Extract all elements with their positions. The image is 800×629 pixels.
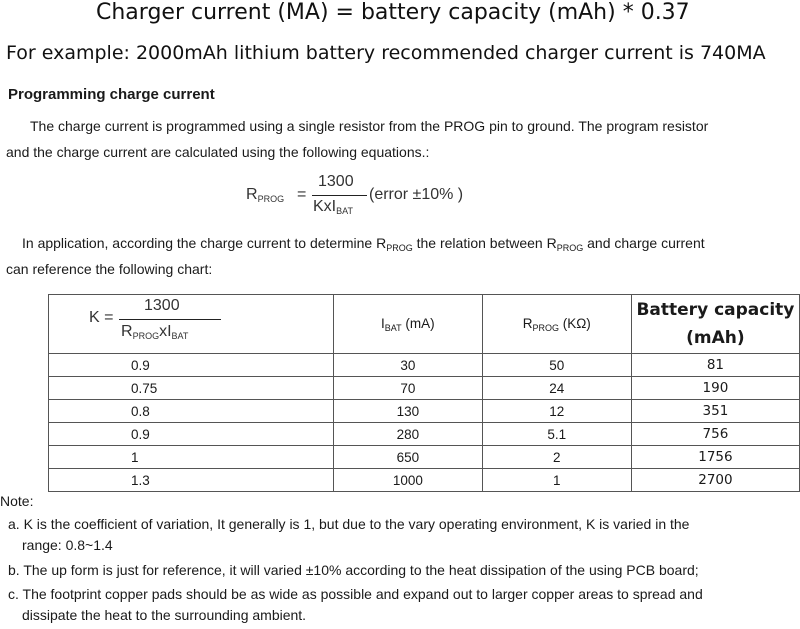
table-row: [49, 400, 800, 423]
table-row: [49, 354, 800, 377]
header-ibat: [333, 295, 482, 354]
cell-rprog: 1: [482, 469, 631, 492]
headline-formula: Charger current (MA) = battery capacity (mAh) * 0.37: [96, 0, 690, 25]
para2-subscript: PROG: [556, 243, 584, 253]
cell-ibat: 130: [333, 400, 482, 423]
cell-k: 1.3: [49, 469, 334, 492]
table-row: [49, 469, 800, 492]
cell-capacity: 756: [631, 423, 799, 446]
example-text: For example: 2000mAh lithium battery recommended charger current is 740MA: [6, 42, 766, 64]
header-ibat-unit: (mA): [401, 315, 435, 331]
k-den-r: R: [121, 323, 133, 340]
header-ibat-main: I: [381, 315, 385, 331]
cell-capacity: 2700: [631, 469, 799, 492]
table-row: [49, 377, 800, 400]
cell-rprog: 12: [482, 400, 631, 423]
charge-current-table: [48, 294, 800, 492]
cell-ibat: 280: [333, 423, 482, 446]
note-c-line: dissipate the heat to the surrounding ambient.: [22, 607, 307, 623]
cell-rprog: 2: [482, 446, 631, 469]
cell-k: 0.75: [49, 377, 334, 400]
header-cap-line1: Battery capacity: [636, 300, 795, 320]
cell-ibat: 30: [333, 354, 482, 377]
header-k: [49, 295, 334, 354]
note-a-line: a. K is the coefficient of variation, It generally is 1, but due to the vary operating environment, K is varied in the: [8, 516, 690, 532]
para2-subscript: PROG: [386, 243, 413, 253]
notes-heading: Note:: [0, 493, 34, 509]
equation-lhs: R: [246, 186, 258, 203]
cell-capacity: 81: [631, 354, 799, 377]
header-rprog-sub: PROG: [532, 322, 559, 333]
cell-ibat: 70: [333, 377, 482, 400]
paragraph-line: can reference the following chart:: [6, 261, 213, 277]
equation-lhs-subscript: PROG: [257, 194, 285, 204]
cell-rprog: 24: [482, 377, 631, 400]
cell-k: 1: [49, 446, 334, 469]
cell-k: 0.9: [49, 354, 334, 377]
table-row: [49, 423, 800, 446]
cell-rprog: 5.1: [482, 423, 631, 446]
equation-numerator: 1300: [318, 173, 354, 190]
note-b-line: b. The up form is just for reference, it will varied ±10% according to the heat dissipation of the using PCB board;: [8, 562, 699, 578]
note-c-line: c. The footprint copper pads should be as wide as possible and expand out to larger copper areas to spread and: [8, 586, 703, 602]
k-numerator: 1300: [144, 297, 180, 314]
equation-denominator-subscript: BAT: [336, 206, 353, 216]
cell-ibat: 1000: [333, 469, 482, 492]
para2-text-c: and charge current: [583, 235, 705, 251]
k-den-r-sub: PROG: [132, 331, 160, 341]
equation-equals: =: [297, 186, 307, 203]
k-den-i-sub: BAT: [171, 331, 189, 341]
cell-rprog: 50: [482, 354, 631, 377]
header-cap-line2: (mAh): [686, 328, 745, 348]
header-rprog-main: R: [522, 315, 533, 331]
note-a-line: range: 0.8~1.4: [22, 537, 113, 553]
cell-capacity: 190: [631, 377, 799, 400]
para2-text-a: In application, according the charge current to determine R: [22, 235, 387, 251]
k-den-x: xI: [159, 323, 172, 340]
k-label: K =: [89, 309, 114, 326]
header-ibat-sub: BAT: [384, 322, 402, 333]
cell-ibat: 650: [333, 446, 482, 469]
cell-k: 0.8: [49, 400, 334, 423]
k-fraction-bar: [119, 319, 221, 320]
cell-capacity: 1756: [631, 446, 799, 469]
paragraph-line: and the charge current are calculated using the following equations.:: [6, 144, 430, 160]
table-row: [49, 446, 800, 469]
section-title: Programming charge current: [8, 86, 215, 103]
equation-denominator: KxI: [313, 198, 337, 215]
equation-fraction-bar: [312, 195, 367, 196]
header-battery-capacity: [631, 295, 799, 354]
cell-capacity: 351: [631, 400, 799, 423]
paragraph-line: The charge current is programmed using a single resistor from the PROG pin to ground. The program resistor: [30, 118, 709, 134]
header-rprog-unit: (KΩ): [558, 315, 591, 331]
para2-text-b: the relation between R: [412, 235, 557, 251]
header-rprog: [482, 295, 631, 354]
equation-error: (error ±10% ): [369, 186, 464, 203]
cell-k: 0.9: [49, 423, 334, 446]
table-header-row: [49, 295, 800, 354]
